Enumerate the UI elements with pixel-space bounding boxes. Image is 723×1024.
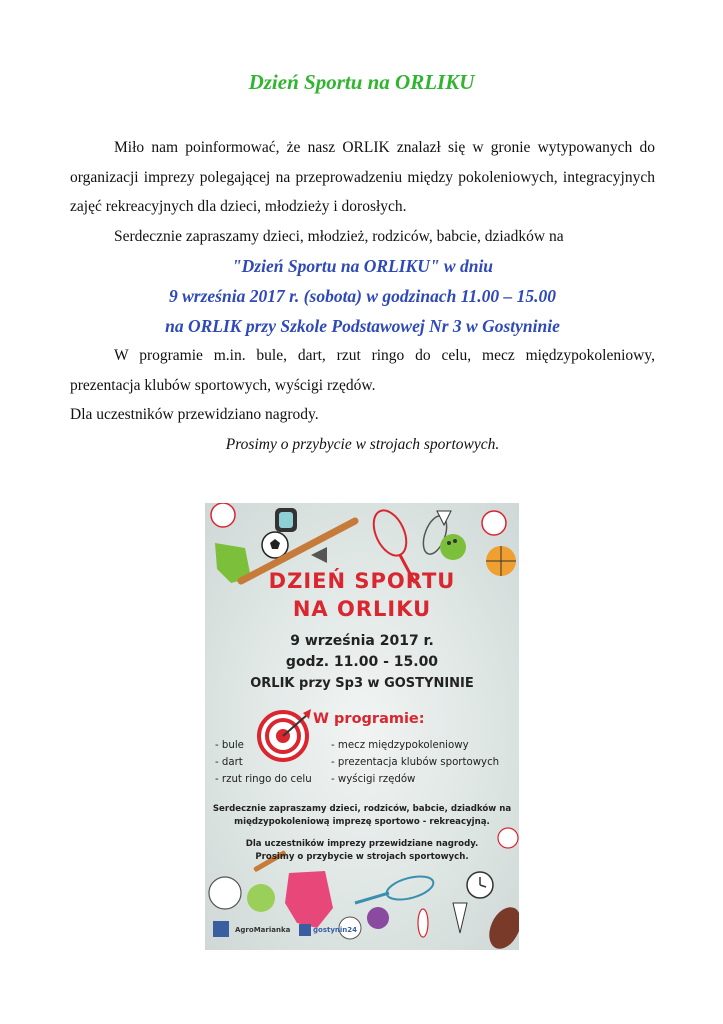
event-place-line: na ORLIK przy Szkole Podstawowej Nr 3 w Gostyninie xyxy=(165,316,560,336)
poster-place: ORLIK przy Sp3 w GOSTYNINIE xyxy=(250,676,474,691)
baseball-icon xyxy=(211,503,235,527)
prizes-line: Dla uczestników przewidziano nagrody. xyxy=(70,406,319,423)
event-date-line: 9 września 2017 r. (sobota) w godzinach 11.00 – 15.00 xyxy=(169,286,556,306)
tennis-racket-icon xyxy=(367,505,413,560)
poster-title-line-2: NA ORLIKU xyxy=(292,597,432,621)
dress-icon xyxy=(285,871,333,928)
tennis-ball-icon xyxy=(247,884,275,912)
dress-code-line: Prosimy o przybycie w strojach sportowych. xyxy=(225,435,500,453)
document-body xyxy=(70,133,655,459)
bowling-pin-icon xyxy=(418,909,428,937)
bowling-ball-icon xyxy=(440,534,466,560)
gostynin24-logo: gostynin24 xyxy=(313,926,358,934)
shuttlecock-icon xyxy=(437,511,451,525)
poster-date: 9 września 2017 r. xyxy=(290,633,434,649)
poster-invitation xyxy=(205,803,519,829)
event-name-line: "Dzień Sportu na ORLIKU" w dniu xyxy=(231,256,494,276)
poster-invitation-line-1: Serdecznie zapraszamy dzieci, rodziców, babcie, dziadków na xyxy=(212,804,512,814)
list-item: - rzut ringo do celu xyxy=(215,774,312,785)
program-paragraph: W programie m.in. bule, dart, rzut ringo do celu, mecz międzypokoleniowy, prezentacja klubów sportowych, wyścigi rzędów. xyxy=(70,347,655,394)
rugby-ball-icon xyxy=(483,902,519,950)
poster-invitation-line-2: międzypokoleniową imprezę sportowo - rekreacyjną. xyxy=(234,817,490,827)
list-item: - dart xyxy=(215,757,243,768)
list-item: - prezentacja klubów sportowych xyxy=(331,757,500,768)
racket-icon-bottom xyxy=(384,872,436,904)
shuttlecock-icon-2 xyxy=(453,903,467,933)
list-item: - mecz międzypokoleniowy xyxy=(331,740,469,751)
whistle-icon xyxy=(311,547,327,563)
poster-dress-line: Prosimy o przybycie w strojach sportowych. xyxy=(255,852,469,862)
invitation-line: Serdecznie zapraszamy dzieci, młodzież, rodziców, babcie, dziadków na xyxy=(114,227,564,245)
agromarianka-logo: AgroMarianka xyxy=(235,926,291,934)
list-item: - bule xyxy=(215,740,244,751)
poster-hours: godz. 11.00 - 15.00 xyxy=(285,654,439,670)
poster-left-list xyxy=(215,737,312,788)
bowling-ball-icon-2 xyxy=(367,907,389,929)
poster-prizes-line: Dla uczestników imprezy przewidziane nagrody. xyxy=(245,839,479,849)
town-crest-icon xyxy=(213,921,229,937)
poster-notes xyxy=(205,838,519,864)
list-item: - wyścigi rzędów xyxy=(331,774,416,785)
baseball-icon-3 xyxy=(209,877,241,909)
poster-right-list xyxy=(331,737,499,788)
poster-program-heading: W programie: xyxy=(313,711,425,727)
event-poster xyxy=(205,503,519,950)
gostynin-logo-icon xyxy=(299,924,311,936)
baseball-icon-2 xyxy=(482,511,506,535)
page-title: Dzień Sportu na ORLIKU xyxy=(248,70,475,94)
poster-title-line-1: DZIEŃ SPORTU xyxy=(268,569,456,593)
intro-paragraph: Miło nam poinformować, że nasz ORLIK znalazł się w gronie wytypowanych do organizacji imprezy polegającej na przeprowadzeniu między pokoleniowych, integracyjnych zajęć rekreacyjnych dla dzieci, młodzieży i dorosłych. xyxy=(70,139,655,215)
